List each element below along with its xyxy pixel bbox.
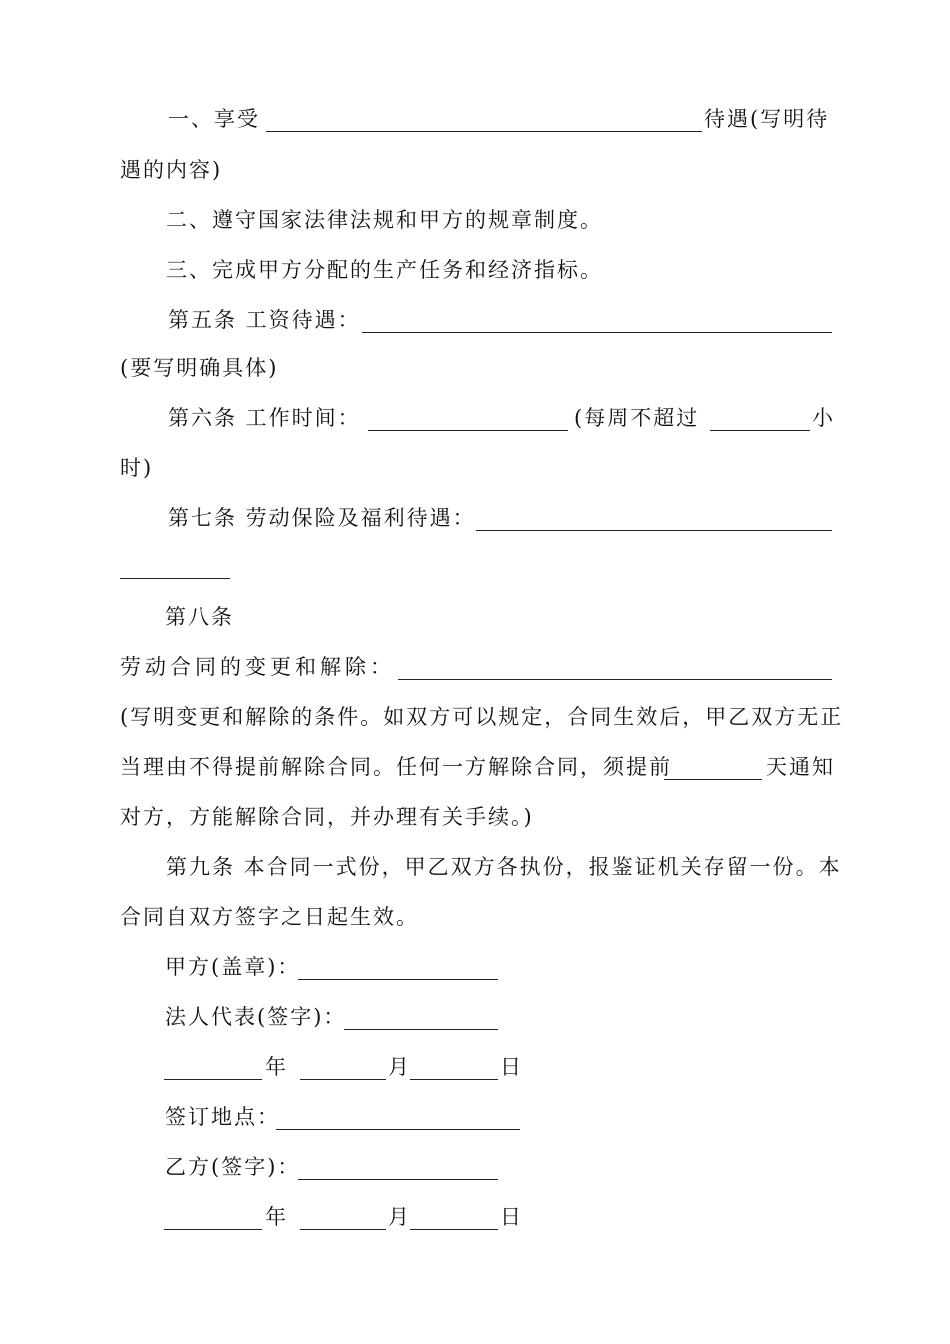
label-signing-place: 签订地点： bbox=[165, 1105, 280, 1129]
text-wage-note: (要写明确具体) bbox=[120, 356, 279, 380]
label-day-1: 日 bbox=[500, 1055, 523, 1079]
clause-complete-tasks bbox=[0, 255, 950, 285]
blank-insurance-cont[interactable] bbox=[120, 578, 230, 579]
text-treatment: 待遇(写明待 bbox=[704, 107, 830, 131]
clause-benefit-line bbox=[0, 104, 950, 134]
label-day-2: 日 bbox=[500, 1205, 523, 1229]
text-termination-1: (写明变更和解除的条件。如双方可以规定，合同生效后，甲乙双方无正 bbox=[120, 705, 844, 729]
text-days-notice: 天通知 bbox=[766, 755, 835, 779]
blank-party-a[interactable] bbox=[298, 979, 498, 980]
text-change-termination: 劳动合同的变更和解除： bbox=[120, 655, 395, 679]
legal-representative bbox=[0, 1002, 950, 1032]
text-obey-law: 二、遵守国家法律法规和甲方的规章制度。 bbox=[166, 208, 603, 232]
label-year-1: 年 bbox=[265, 1055, 288, 1079]
blank-month-1[interactable] bbox=[300, 1079, 386, 1080]
text-insurance: 第七条 劳动保险及福利待遇： bbox=[168, 506, 476, 530]
blank-insurance[interactable] bbox=[476, 530, 832, 531]
article-8-note-1 bbox=[0, 702, 950, 732]
text-termination-3: 对方，方能解除合同，并办理有关手续。) bbox=[120, 805, 534, 829]
text-complete-tasks: 三、完成甲方分配的生产任务和经济指标。 bbox=[166, 258, 603, 282]
blank-wage[interactable] bbox=[362, 332, 832, 333]
clause-benefit-cont bbox=[0, 155, 950, 185]
text-termination-2: 当理由不得提前解除合同。任何一方解除合同，须提前 bbox=[120, 755, 672, 779]
party-b-sign bbox=[0, 1152, 950, 1182]
signing-place bbox=[0, 1102, 950, 1132]
blank-weekly-hours[interactable] bbox=[710, 430, 810, 431]
article-5 bbox=[0, 305, 950, 335]
article-9-cont bbox=[0, 902, 950, 932]
blank-party-b[interactable] bbox=[298, 1179, 498, 1180]
label-month-1: 月 bbox=[388, 1055, 411, 1079]
blank-month-2[interactable] bbox=[300, 1229, 386, 1230]
blank-work-time[interactable] bbox=[368, 430, 568, 431]
label-month-2: 月 bbox=[388, 1205, 411, 1229]
article-6 bbox=[0, 403, 950, 433]
text-article-8: 第八条 bbox=[165, 605, 234, 629]
article-8-note-2 bbox=[0, 752, 950, 782]
text-effective: 合同自双方签字之日起生效。 bbox=[120, 905, 419, 929]
article-7 bbox=[0, 503, 950, 533]
article-7-cont bbox=[0, 551, 950, 581]
blank-benefit[interactable] bbox=[266, 131, 702, 132]
article-8 bbox=[0, 602, 950, 632]
date-line-1 bbox=[0, 1052, 950, 1082]
label-party-b: 乙方(签字)： bbox=[165, 1155, 301, 1179]
blank-notice-days[interactable] bbox=[664, 779, 762, 780]
text-hour-2: 时) bbox=[120, 456, 154, 480]
article-6-cont bbox=[0, 453, 950, 483]
date-line-2 bbox=[0, 1202, 950, 1232]
blank-signing-place[interactable] bbox=[276, 1129, 520, 1130]
party-a-seal bbox=[0, 952, 950, 982]
label-party-a: 甲方(盖章)： bbox=[165, 955, 301, 979]
blank-year-2[interactable] bbox=[164, 1229, 262, 1230]
label-legal-rep: 法人代表(签字)： bbox=[165, 1005, 347, 1029]
blank-year-1[interactable] bbox=[164, 1079, 262, 1080]
blank-legal-rep[interactable] bbox=[344, 1029, 498, 1030]
clause-obey-law bbox=[0, 205, 950, 235]
text-hour-1: 小 bbox=[812, 406, 835, 430]
article-8-note-3 bbox=[0, 802, 950, 832]
text-wage: 第五条 工资待遇： bbox=[168, 308, 361, 332]
blank-change-termination[interactable] bbox=[398, 679, 832, 680]
blank-day-1[interactable] bbox=[410, 1079, 498, 1080]
text-enjoy: 一、享受 bbox=[168, 107, 260, 131]
blank-day-2[interactable] bbox=[410, 1229, 498, 1230]
text-benefit-content: 遇的内容) bbox=[120, 158, 223, 182]
article-5-note bbox=[0, 353, 950, 383]
text-weekly-limit: (每周不超过 bbox=[574, 406, 700, 430]
article-8-title bbox=[0, 652, 950, 682]
article-9 bbox=[0, 852, 950, 882]
text-work-time: 第六条 工作时间： bbox=[168, 406, 361, 430]
label-year-2: 年 bbox=[265, 1205, 288, 1229]
text-article-9: 第九条 本合同一式份，甲乙双方各执份，报鉴证机关存留一份。本 bbox=[166, 855, 842, 879]
